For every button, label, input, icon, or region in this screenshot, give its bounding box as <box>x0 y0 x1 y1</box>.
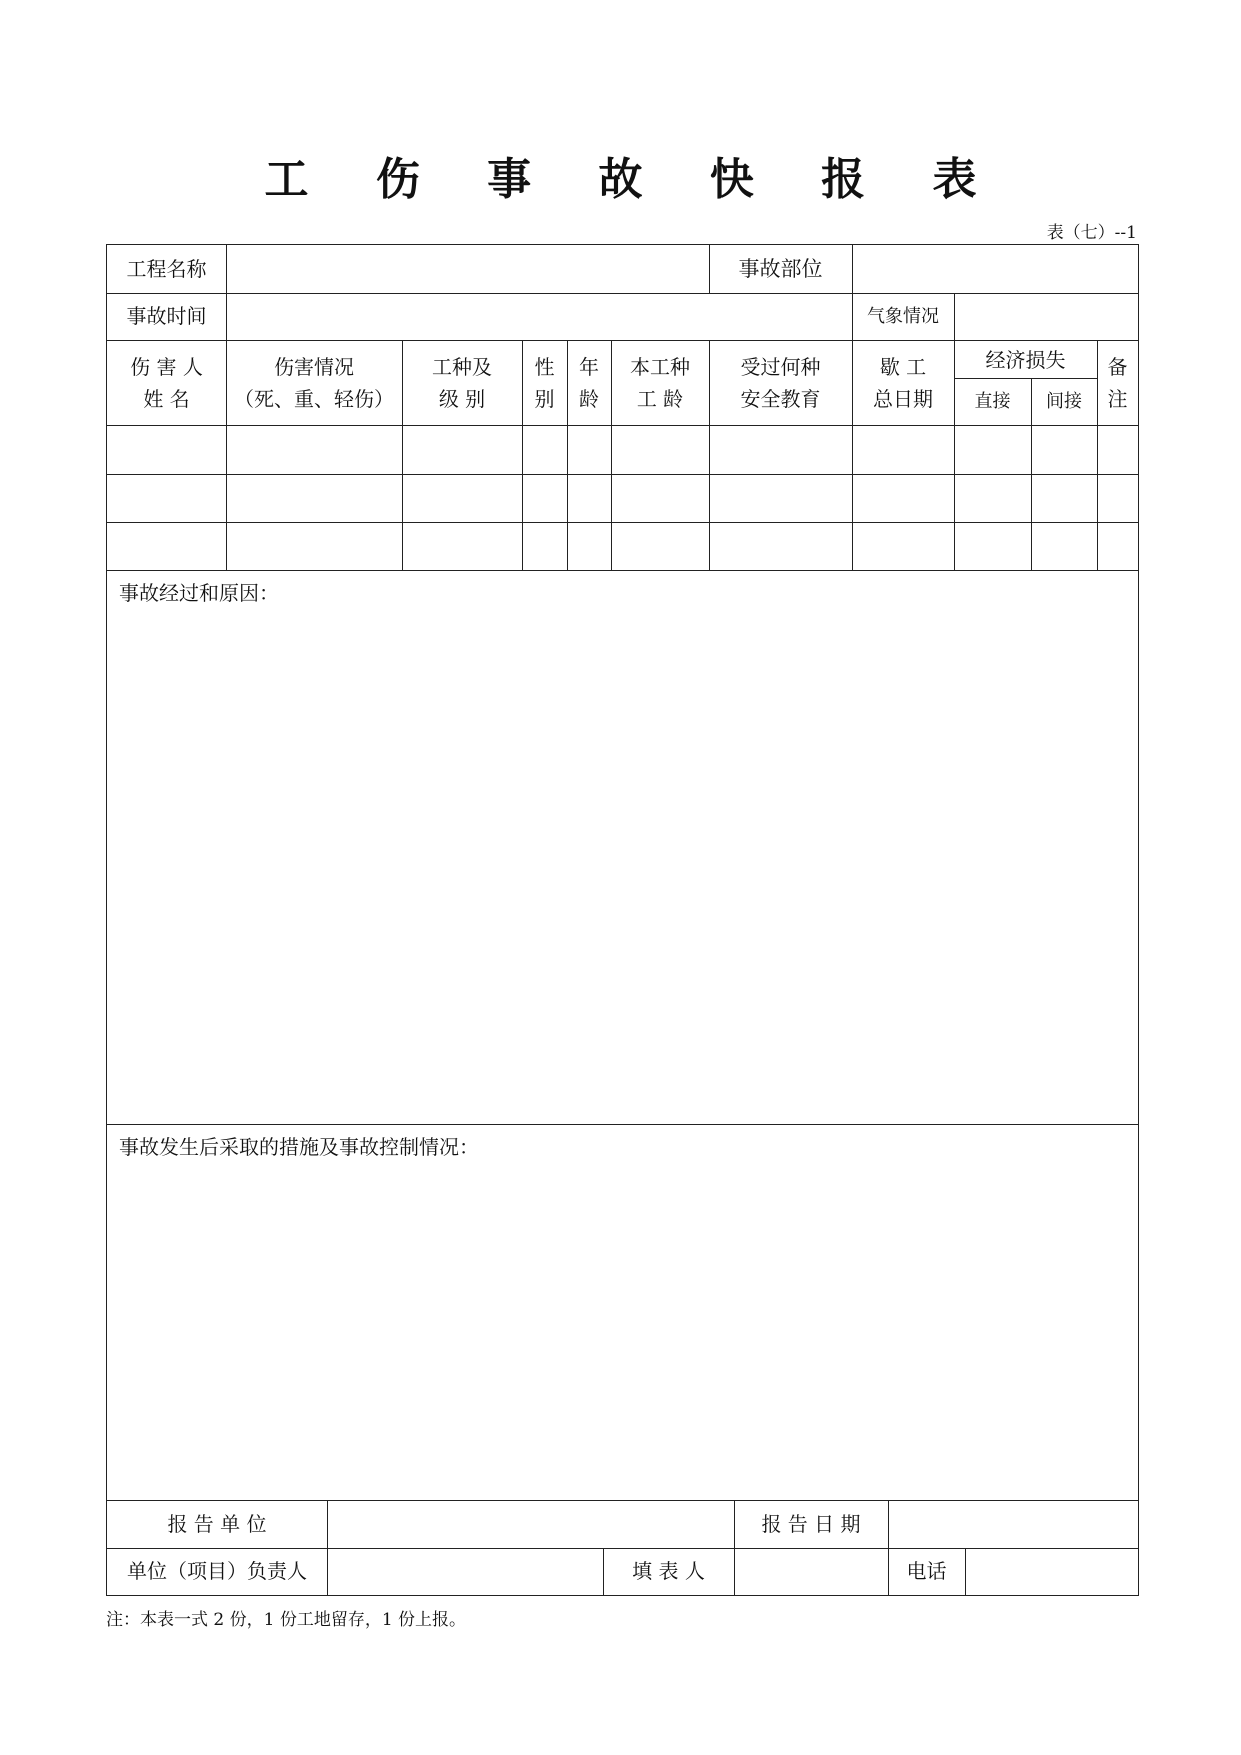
report-form <box>106 244 1139 1596</box>
form-title: 工 伤 事 故 快 报 表 <box>264 154 1003 205</box>
measures-text-area[interactable] <box>107 1165 1138 1497</box>
project-name-field[interactable] <box>227 246 708 292</box>
col-injury-line2: （死、重、轻伤） <box>234 387 394 411</box>
col-remarks-line1: 备 <box>1107 355 1128 379</box>
col-trade-years-line2: 工 龄 <box>636 387 684 411</box>
col-trade-line1: 工种及 <box>432 355 492 379</box>
col-direct-loss: 直接 <box>974 391 1011 412</box>
table-row[interactable] <box>107 475 1138 521</box>
report-date-field[interactable] <box>889 1501 1137 1547</box>
col-lost-days-line1: 歇 工 <box>879 355 927 379</box>
col-age-line2: 龄 <box>579 387 599 411</box>
unit-manager-label: 单位（项目）负责人 <box>127 1559 307 1583</box>
weather-field[interactable] <box>955 294 1137 339</box>
form-filler-field[interactable] <box>735 1549 887 1594</box>
col-trade-line2: 级 别 <box>438 387 486 411</box>
col-injury-line1: 伤害情况 <box>274 355 354 379</box>
cause-section-label: 事故经过和原因： <box>119 581 279 605</box>
accident-time-label: 事故时间 <box>126 304 207 328</box>
measures-section-label: 事故发生后采取的措施及事故控制情况： <box>119 1135 479 1159</box>
accident-location-field[interactable] <box>853 246 1137 292</box>
col-remarks-line2: 注 <box>1107 387 1128 411</box>
col-trade-years-line1: 本工种 <box>630 355 690 379</box>
col-indirect-loss: 间接 <box>1046 391 1082 412</box>
phone-field[interactable] <box>966 1549 1137 1594</box>
col-name-line2: 姓 名 <box>143 387 190 411</box>
col-lost-days-line2: 总日期 <box>873 387 933 411</box>
col-training-line1: 受过何种 <box>740 355 821 379</box>
col-gender-line1: 性 <box>534 355 555 379</box>
accident-location-label: 事故部位 <box>738 257 823 281</box>
reporting-unit-field[interactable] <box>328 1501 733 1547</box>
weather-label: 气象情况 <box>867 306 939 327</box>
reporting-unit-label: 报 告 单 位 <box>167 1512 267 1536</box>
cause-text-area[interactable] <box>107 611 1138 1121</box>
accident-time-field[interactable] <box>227 294 851 339</box>
project-name-label: 工程名称 <box>126 257 207 281</box>
col-name-line1: 伤 害 人 <box>130 355 203 379</box>
report-date-label: 报 告 日 期 <box>761 1512 861 1536</box>
col-gender-line2: 别 <box>534 387 555 411</box>
footnote: 注：本表一式 2 份，1 份工地留存，1 份上报。 <box>106 1610 467 1630</box>
table-row[interactable] <box>107 523 1138 569</box>
col-economic-loss: 经济损失 <box>985 348 1066 372</box>
phone-label: 电话 <box>906 1559 947 1583</box>
unit-manager-field[interactable] <box>328 1549 602 1594</box>
form-filler-label: 填 表 人 <box>632 1559 705 1583</box>
table-row[interactable] <box>107 426 1138 473</box>
col-age-line1: 年 <box>579 355 599 379</box>
form-number: 表（七）--1 <box>1046 223 1137 243</box>
col-training-line2: 安全教育 <box>740 387 821 411</box>
